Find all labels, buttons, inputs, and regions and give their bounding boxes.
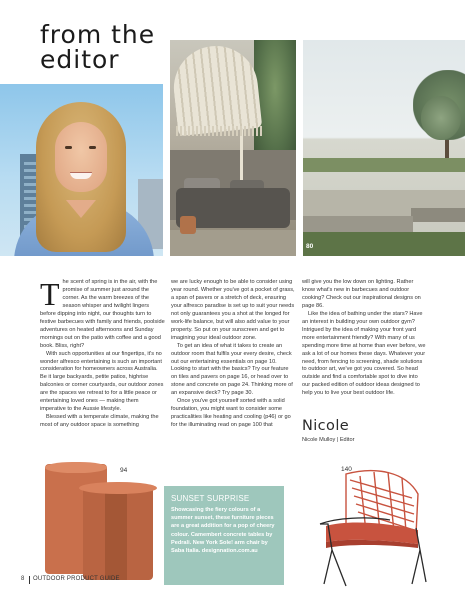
short-stool-top: [79, 482, 157, 494]
editor-portrait-photo: [0, 84, 163, 256]
sunset-surprise-box: [164, 486, 284, 585]
sunset-box-body: Showcasing the fiery colours of a summer sunset, these furniture pieces are a great addition for a pop of cheery colour. Camembert concrete tables by Pedrali. New York Sole! arm chair by Saba Italia. designnation.com.au: [171, 507, 275, 555]
olive-tree-canopy: [421, 96, 461, 140]
chair-page-ref: 140: [341, 466, 352, 473]
text-column-3: [302, 279, 427, 398]
tall-stool-top: [45, 462, 107, 473]
page-number: 8: [21, 576, 25, 582]
page-title-line1: from the: [40, 20, 156, 49]
text-column-2: [171, 279, 296, 430]
paragraph: Blessed with a temperate climate, making the most of any outdoor space is something: [40, 414, 159, 429]
paragraph: Like the idea of bathing under the stars? Have an interest in building your own outdoor gym? Intrigued by the idea of making your front yard more entertainment friendly? With many of us spending more time at home than ever before, we ask a lot of our homes these days. Whatever your need, from fencing to screening, shade solutions to outdoor art, we've got you covered. So head outside and find a comfortable spot to dive into our packed edition of outdoor ideas designed to help you to live your best outdoor life.: [302, 310, 426, 397]
footer-divider: [29, 576, 30, 584]
page-title: [40, 22, 165, 72]
concrete-stools-photo: [45, 460, 157, 582]
editor-eye-right: [89, 146, 96, 149]
text-column-1: [40, 276, 165, 430]
editor-signature: Nicole: [302, 418, 350, 434]
potted-plant: [254, 40, 296, 160]
short-stool-shade: [105, 492, 127, 580]
paragraph: Once you've got yourself sorted with a solid foundation, you might want to consider some practicalities like heating and cooling (p46) or go for the illuminating read on page 100 that: [171, 398, 291, 429]
sunset-box-title: SUNSET SURPRISE: [171, 494, 250, 503]
umbrella-fringe: [176, 126, 262, 136]
concrete-bench: [303, 216, 413, 232]
garden-grass: [303, 232, 465, 256]
paragraph: To get an idea of what it takes to create an outdoor room that fulfils your every desire, check out our entertaining essentials on page 10. Looking to start with the basics? Try our feature on tiles and pavers on page 16, or head over to stone and concrete on page 24. Thinking more of an expansive deck? Try page 30.: [171, 342, 293, 397]
paragraph: The scent of spring is in the air, with the promise of summer just around the corner. As the warm breezes of the season whisper and twilight lingers before dipping into night, our thoughts turn to festive barbecues with family and friends, poolside adventures on heated afternoons and Sunday mornings out on the patio with coffee and a good book. Bliss, right?: [40, 276, 165, 349]
editor-smile: [70, 172, 92, 179]
paragraph: we are lucky enough to be able to consider using year round. Whether you've got a pocket of grass, a span of pavers or a stretch of deck, ensuring your alfresco paradise is set up to suit your needs not only guarantees you a shot at the longed for work-life balance, but will also add value to your property. So put on your sunscreen and get to imagining your ideal outdoor zone.: [171, 279, 295, 341]
stools-page-ref: 94: [120, 467, 128, 474]
photo-page-ref: 80: [306, 243, 314, 250]
outdoor-lounge-photo: [170, 40, 296, 256]
page-title-line2: editor: [40, 45, 120, 74]
paragraph: With such opportunities at our fingertips, it's no wonder alfresco entertaining is such an important consideration for homeowners across Australia. Be it large backyards, petite patios, highrise balconies or corner courtyards, our outdoor zones are the spaces we retreat to for a little peace or entertaining loved ones — making them imperative to the Aussie lifestyle.: [40, 350, 164, 413]
woven-armchair-photo: [306, 464, 430, 588]
concrete-bench-back: [411, 208, 465, 222]
editor-eye-left: [65, 146, 72, 149]
paragraph: will give you the low down on lighting. Rather know what's new in barbecues and outdoor cooking? Check out our inspirational designs on page 86.: [302, 279, 421, 309]
publication-name: OUTDOOR PRODUCT GUIDE: [33, 576, 120, 582]
striped-umbrella: [170, 42, 262, 136]
hedge-planter: [303, 158, 465, 172]
side-stool: [180, 216, 196, 234]
editor-face: [55, 122, 107, 192]
rooftop-garden-photo: [303, 40, 465, 256]
dropcap: T: [40, 276, 60, 312]
editor-byline: Nicole Mulloy | Editor: [302, 437, 355, 443]
